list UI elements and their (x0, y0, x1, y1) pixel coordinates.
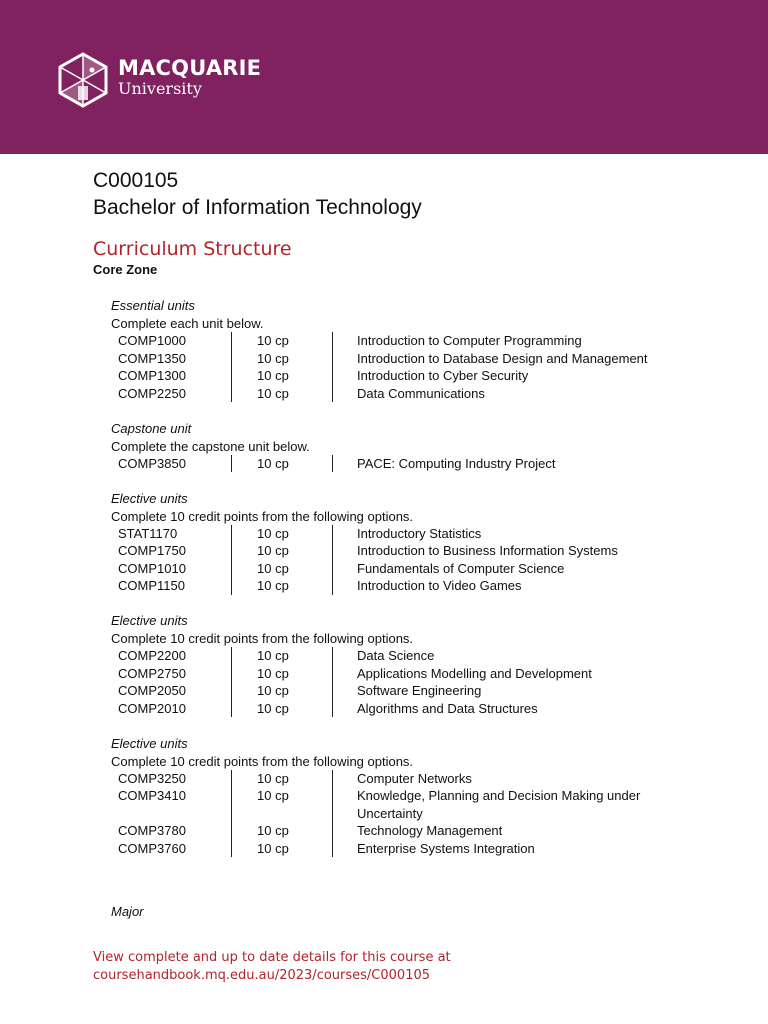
unit-credit-points: 10 cp (232, 542, 333, 560)
group-instruction: Complete the capstone unit below. (111, 438, 310, 454)
unit-code: COMP2010 (111, 700, 232, 718)
group-title: Elective units (111, 613, 188, 628)
unit-title: Computer Networks (357, 770, 472, 786)
unit-row (111, 700, 711, 718)
unit-code: COMP1300 (111, 367, 232, 385)
unit-code: COMP1350 (111, 350, 232, 368)
unit-credit-points: 10 cp (232, 822, 333, 840)
group-title: Essential units (111, 298, 195, 313)
unit-code: COMP3760 (111, 840, 232, 858)
unit-title: Algorithms and Data Structures (357, 700, 538, 716)
course-code: C000105 (93, 169, 179, 192)
unit-code: COMP2750 (111, 665, 232, 683)
group-title: Elective units (111, 490, 188, 506)
unit-credit-points: 10 cp (232, 787, 333, 822)
unit-code: COMP1750 (111, 542, 232, 560)
unit-row (111, 367, 711, 385)
university-logo[interactable] (55, 52, 262, 108)
unit-code: COMP2200 (111, 647, 232, 665)
unit-group (111, 490, 711, 595)
unit-credit-points: 10 cp (232, 577, 333, 595)
unit-row (111, 840, 711, 858)
brand-subtitle: University (118, 79, 202, 98)
unit-code: COMP3780 (111, 822, 232, 840)
footer-note (93, 949, 653, 984)
unit-code: COMP1010 (111, 560, 232, 578)
header-banner (0, 0, 768, 154)
unit-code: COMP2250 (111, 385, 232, 403)
unit-title: Introduction to Database Design and Management (357, 350, 648, 366)
unit-code: COMP1000 (111, 332, 232, 350)
unit-row (111, 822, 711, 840)
unit-title: Fundamentals of Computer Science (357, 560, 565, 576)
unit-title: Introduction to Business Information Systems (357, 543, 618, 558)
unit-credit-points: 10 cp (232, 525, 333, 543)
unit-code: COMP3850 (111, 455, 232, 473)
unit-title: Introduction to Video Games (357, 578, 522, 593)
unit-code: COMP1150 (111, 577, 232, 595)
unit-row (111, 682, 711, 700)
unit-credit-points: 10 cp (232, 367, 333, 385)
major-label: Major (111, 904, 144, 919)
unit-credit-points: 10 cp (232, 350, 333, 368)
unit-row (111, 332, 711, 350)
unit-row (111, 577, 711, 595)
unit-group (111, 735, 711, 858)
unit-credit-points: 10 cp (232, 647, 333, 665)
unit-title: Software Engineering (357, 683, 482, 698)
unit-row (111, 665, 711, 683)
unit-title: PACE: Computing Industry Project (357, 455, 556, 471)
unit-credit-points: 10 cp (232, 385, 333, 403)
unit-groups (111, 297, 711, 875)
group-title: Capstone unit (111, 420, 192, 436)
unit-credit-points: 10 cp (232, 840, 333, 858)
unit-code: COMP3250 (111, 770, 232, 788)
group-instruction: Complete 10 credit points from the following options. (111, 508, 414, 524)
unit-row (111, 787, 711, 822)
unit-code: COMP2050 (111, 682, 232, 700)
unit-title: Enterprise Systems Integration (357, 840, 535, 856)
course-name: Bachelor of Information Technology (93, 196, 422, 219)
unit-credit-points: 10 cp (232, 700, 333, 718)
unit-group (111, 420, 711, 473)
group-instruction: Complete 10 credit points from the following options. (111, 631, 414, 646)
unit-row (111, 770, 711, 788)
unit-title: Introduction to Cyber Security (357, 368, 529, 383)
unit-credit-points: 10 cp (232, 682, 333, 700)
unit-credit-points: 10 cp (232, 665, 333, 683)
zone-title: Core Zone (93, 262, 158, 277)
footer-link[interactable]: coursehandbook.mq.edu.au/2023/courses/C000105 (93, 967, 431, 983)
unit-code: COMP3410 (111, 787, 232, 822)
brand-name: MACQUARIE (118, 56, 262, 80)
unit-row (111, 385, 711, 403)
footer-line-1: View complete and up to date details for this course at (93, 950, 451, 965)
unit-row (111, 542, 711, 560)
unit-credit-points: 10 cp (232, 455, 333, 473)
unit-row (111, 647, 711, 665)
unit-credit-points: 10 cp (232, 770, 333, 788)
unit-title: Technology Management (357, 823, 503, 838)
unit-title: Data Communications (357, 385, 485, 401)
unit-row (111, 455, 711, 473)
group-instruction: Complete each unit below. (111, 316, 264, 331)
shield-logo-icon (55, 52, 111, 108)
unit-title: Data Science (357, 648, 435, 663)
unit-title: Applications Modelling and Development (357, 665, 592, 681)
unit-group (111, 612, 711, 717)
section-title: Curriculum Structure (93, 238, 292, 260)
group-title: Elective units (111, 735, 188, 751)
unit-title: Introductory Statistics (357, 525, 482, 541)
unit-group (111, 297, 711, 402)
unit-title: Knowledge, Planning and Decision Making under Uncertainty (357, 788, 641, 821)
unit-row (111, 525, 711, 543)
unit-credit-points: 10 cp (232, 332, 333, 350)
unit-row (111, 350, 711, 368)
unit-credit-points: 10 cp (232, 560, 333, 578)
unit-code: STAT1170 (111, 525, 232, 543)
unit-title: Introduction to Computer Programming (357, 333, 582, 348)
unit-row (111, 560, 711, 578)
group-instruction: Complete 10 credit points from the following options. (111, 753, 414, 769)
